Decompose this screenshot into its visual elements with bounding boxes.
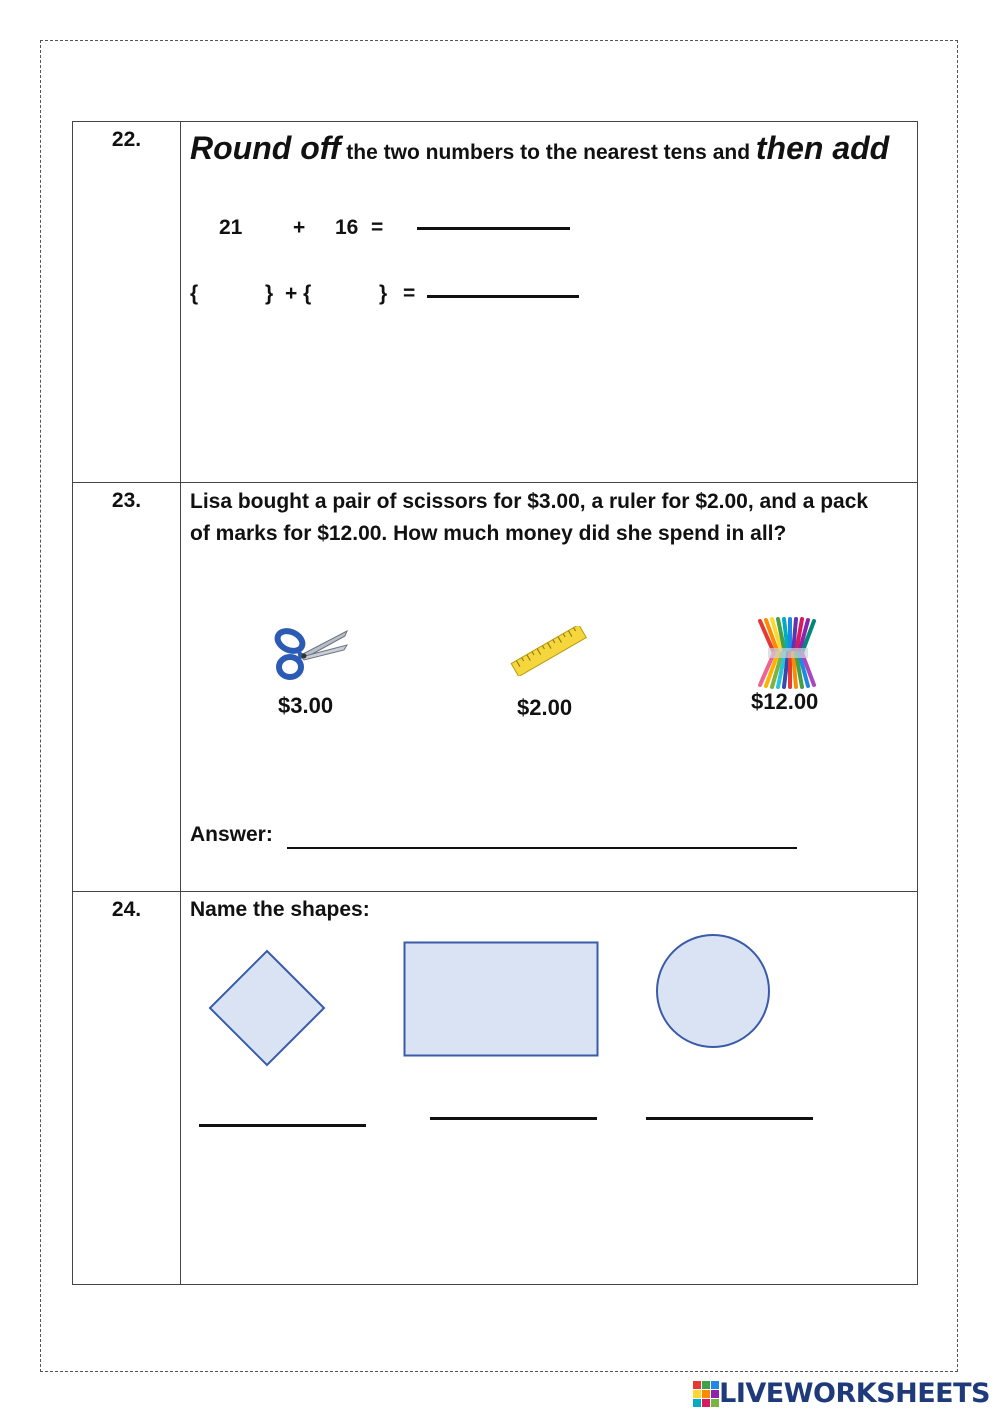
brace-close: } (379, 282, 388, 305)
question-row-23 (73, 483, 918, 892)
liveworksheets-logo-icon (693, 1381, 719, 1407)
answer-line-sum[interactable] (417, 227, 570, 230)
rectangle-shape (403, 941, 600, 1058)
number-a: 21 (219, 216, 243, 239)
question-content (181, 126, 917, 175)
brace-close: } (265, 282, 274, 305)
plus-sign: + (293, 216, 306, 239)
question-text: Lisa bought a pair of scissors for $3.00, a ruler for $2.00, and a pack of marks for $12.00. How much money did she spend in all? (190, 490, 869, 545)
number-b: 16 (335, 216, 359, 239)
price-scissors: $3.00 (278, 693, 334, 718)
question-row-24 (73, 892, 918, 1285)
markers-icon (754, 617, 824, 689)
logo-text: LIVEWORKSHEETS (719, 1378, 990, 1409)
price-markers: $12.00 (751, 689, 819, 714)
footer-logo (693, 1378, 990, 1409)
equals-sign: = (371, 216, 384, 239)
question-text: Name the shapes: (190, 898, 370, 921)
diamond-shape (207, 948, 327, 1068)
scissors-icon (271, 623, 351, 685)
answer-line[interactable] (287, 847, 797, 849)
answer-line-rounded-sum[interactable] (427, 295, 579, 298)
question-number: 24. (111, 898, 142, 921)
answer-line-circle[interactable] (646, 1117, 813, 1120)
question-text (190, 126, 917, 175)
ruler-icon (508, 626, 590, 676)
answer-line-rectangle[interactable] (430, 1117, 597, 1120)
emphasis-then-add: then add (755, 130, 890, 166)
emphasis-round-off: Round off (190, 130, 341, 166)
answer-label: Answer: (190, 823, 273, 846)
question-number: 22. (111, 128, 142, 151)
brace-open: { (190, 282, 199, 305)
question-row-22 (73, 122, 918, 483)
question-number: 23. (111, 489, 142, 512)
price-ruler: $2.00 (517, 695, 573, 720)
equals-sign: = (403, 282, 416, 305)
question-text-middle: the two numbers to the nearest tens and (340, 141, 756, 164)
answer-line-diamond[interactable] (199, 1124, 366, 1127)
circle-shape (654, 932, 772, 1050)
worksheet-table (72, 121, 918, 1285)
plus-brace-open: + { (285, 282, 312, 305)
